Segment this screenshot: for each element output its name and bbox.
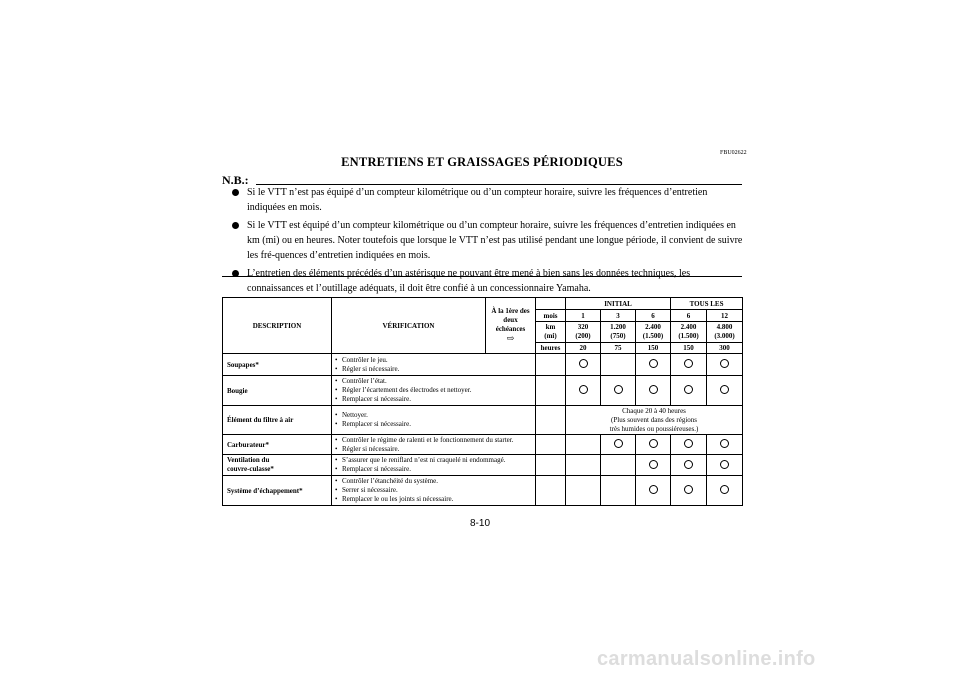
circle-mark-icon (649, 359, 658, 368)
nb-label: N.B.: (222, 173, 249, 187)
note-item (232, 266, 744, 296)
interval-mark (671, 376, 707, 406)
row-description: Ventilation du couvre-culasse* (223, 455, 332, 476)
km-value: 320 (200) (566, 322, 601, 343)
interval-mark (671, 354, 707, 376)
header-initial: INITIAL (566, 298, 671, 310)
mois-value: 12 (707, 310, 743, 322)
row-checks: • Contrôler le régime de ralenti et le fonctionnement du starter. • Régler si nécessaire. (332, 435, 536, 455)
table-row (223, 376, 743, 406)
table-row (223, 354, 743, 376)
note-text: Si le VTT est équipé d’un compteur kilométrique ou d’un compteur horaire, suivre les fréquences d’entretien indiquées en km (mi) ou en heures. Noter toutefois que lorsque le VTT n’est pas utilisé pendant une longue période, il convient de suivre les fré-quences d’entretien indiquées en mois. (247, 220, 743, 261)
interval-mark (671, 435, 707, 455)
watermark-text: carmanualsonline.info (597, 648, 816, 670)
header-first-interval: À la 1ère des deux échéances ⇨ (486, 298, 536, 354)
note-item (232, 218, 744, 263)
row-description: Bougie (223, 376, 332, 406)
table-row (223, 455, 743, 476)
interval-mark (636, 455, 671, 476)
note-text: Si le VTT n’est pas équipé d’un compteur kilométrique ou d’un compteur horaire, suivre les fréquences d’entretien indiquées en mois. (247, 187, 708, 213)
circle-mark-icon (614, 385, 623, 394)
interval-mark (636, 354, 671, 376)
heures-value: 75 (601, 343, 636, 354)
heures-value: 20 (566, 343, 601, 354)
heures-value: 150 (671, 343, 707, 354)
bullet-icon (232, 189, 239, 196)
interval-mark (707, 354, 743, 376)
interval-mark (707, 476, 743, 506)
km-value: 4.800 (3.000) (707, 322, 743, 343)
row-description: Soupapes* (223, 354, 332, 376)
interval-mark (636, 476, 671, 506)
interval-mark (671, 455, 707, 476)
circle-mark-icon (720, 439, 729, 448)
circle-mark-icon (684, 485, 693, 494)
mois-value: 3 (601, 310, 636, 322)
interval-mark (601, 435, 636, 455)
note-text: L’entretien des éléments précédés d’un astérisque ne pouvant être mené à bien sans les données techniques, les connaissances et l’outillage adéquats, il doit être confié à un concessionnaire Yamaha. (247, 268, 691, 294)
table-row (223, 406, 743, 435)
mois-value: 6 (636, 310, 671, 322)
maintenance-table (222, 297, 743, 506)
page-title: ENTRETIENS ET GRAISSAGES PÉRIODIQUES (341, 155, 623, 169)
interval-mark (636, 435, 671, 455)
circle-mark-icon (684, 460, 693, 469)
bullet-icon (232, 222, 239, 229)
table-row (223, 435, 743, 455)
row-description: Élément du filtre à air (223, 406, 332, 435)
table-row (223, 476, 743, 506)
circle-mark-icon (720, 485, 729, 494)
mois-value: 1 (566, 310, 601, 322)
circle-mark-icon (579, 359, 588, 368)
interval-mark (707, 455, 743, 476)
header-description: DESCRIPTION (223, 298, 332, 354)
interval-mark (707, 435, 743, 455)
header-verification: VÉRIFICATION (332, 298, 486, 354)
page-number: 8-10 (469, 518, 490, 529)
km-value: 1.200 (750) (601, 322, 636, 343)
km-value: 2.400 (1.500) (636, 322, 671, 343)
notes-divider (222, 276, 742, 277)
row-checks: • Contrôler le jeu. • Régler si nécessaire. (332, 354, 536, 376)
row-checks: • Contrôler l’étanchéité du système. • Serrer si nécessaire. • Remplacer le ou les joints si nécessaire. (332, 476, 536, 506)
interval-mark (707, 376, 743, 406)
interval-mark (601, 376, 636, 406)
circle-mark-icon (684, 385, 693, 394)
unit-heures: heures (536, 343, 566, 354)
row-checks: • S’assurer que le reniflard n’est ni craquelé ni endommagé. • Remplacer si nécessaire. (332, 455, 536, 476)
mois-value: 6 (671, 310, 707, 322)
heures-value: 300 (707, 343, 743, 354)
circle-mark-icon (720, 385, 729, 394)
interval-note: Chaque 20 à 40 heures (Plus souvent dans des régions très humides ou poussiéreuses.) (566, 406, 743, 435)
heures-value: 150 (636, 343, 671, 354)
notes-list (232, 185, 744, 299)
interval-mark (636, 376, 671, 406)
interval-mark (566, 376, 601, 406)
note-item (232, 185, 744, 215)
row-checks: • Contrôler l’état. • Régler l’écartement des électrodes et nettoyer. • Remplacer si nécessaire. (332, 376, 536, 406)
circle-mark-icon (684, 359, 693, 368)
circle-mark-icon (649, 485, 658, 494)
circle-mark-icon (579, 385, 588, 394)
circle-mark-icon (684, 439, 693, 448)
header-tous-les: TOUS LES (671, 298, 743, 310)
circle-mark-icon (614, 439, 623, 448)
circle-mark-icon (649, 460, 658, 469)
circle-mark-icon (720, 359, 729, 368)
circle-mark-icon (649, 439, 658, 448)
row-checks: • Nettoyer. • Remplacer si nécessaire. (332, 406, 536, 435)
row-description: Carburateur* (223, 435, 332, 455)
circle-mark-icon (720, 460, 729, 469)
unit-km: km (mi) (536, 322, 566, 343)
km-value: 2.400 (1.500) (671, 322, 707, 343)
circle-mark-icon (649, 385, 658, 394)
row-description: Système d’échappement* (223, 476, 332, 506)
interval-mark (566, 354, 601, 376)
interval-mark (671, 476, 707, 506)
arrow-right-icon: ⇨ (506, 333, 515, 343)
document-code: FBU02622 (720, 150, 747, 156)
unit-mois: mois (536, 310, 566, 322)
